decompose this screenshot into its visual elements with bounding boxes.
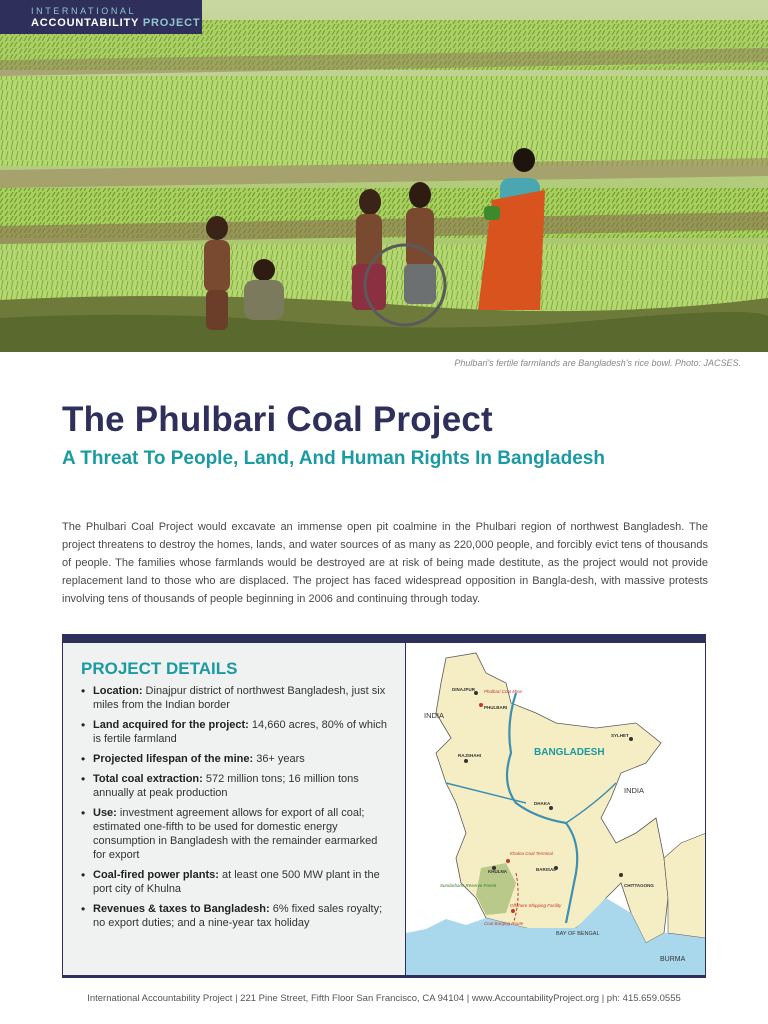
map-label-coal-barging: Coal Barging Route — [484, 921, 524, 926]
map-label-bay: BAY OF BENGAL — [556, 931, 600, 937]
logo-line-2 — [31, 16, 202, 30]
page-footer: International Accountability Project | 221 Pine Street, Fifth Floor San Francisco, CA 94104 | www.AccountabilityProject.org | ph: 415.659.0555 — [87, 993, 681, 1004]
intro-paragraph: The Phulbari Coal Project would excavate an immense open pit coalmine in the Phulbari region of northwest Bangladesh. The project threatens to destroy the homes, lands, and water sources of as many as 220,000 people, and forcibly evict tens of thousands of people. The families whose farmlands would be destroyed are at risk of being made destitute, as the project would not provide replacement land to those who are displaced. The project has faced widespread opposition in Bangla-desh, with massive protests involving tens of thousands of people beginning in 2006 and continuing through today. — [62, 521, 708, 605]
item-label: Location: — [93, 685, 143, 697]
item-label: Land acquired for the project: — [93, 719, 249, 731]
page-subtitle: A Threat To People, Land, And Human Rights In Bangladesh — [62, 448, 605, 469]
map-label-burma: BURMA — [660, 956, 686, 963]
map-label-india-east: INDIA — [624, 786, 645, 795]
logo-word-project: PROJECT — [138, 17, 201, 29]
item-text: investment agreement allows for export of all coal; estimated one-fifth to be used for domestic energy consumption in Bangladesh with the remainder earmarked for export — [93, 807, 378, 861]
map-label-mine: Phulbari Coal Mine — [484, 689, 523, 694]
map-label-khulna-terminal: Khulna Coal Terminal — [510, 851, 553, 856]
project-details-box — [62, 634, 706, 978]
organization-logo — [0, 0, 202, 34]
map-label-chittagong: CHITTAGONG — [624, 883, 654, 888]
map-label-sundarbans: Sundarbans Reserve Forest — [440, 883, 497, 888]
photo-caption: Phulbari's fertile farmlands are Bangladesh's rice bowl. Photo: JACSES. — [454, 358, 741, 368]
list-item — [81, 752, 393, 766]
map-label-khulna: KHULNA — [488, 869, 507, 874]
list-item — [81, 772, 393, 800]
map-label-barisal: BARISAL — [536, 867, 556, 872]
hero-photo — [0, 0, 768, 352]
page-title: The Phulbari Coal Project — [62, 400, 493, 439]
map-label-india-west: INDIA — [424, 711, 445, 720]
details-panel — [63, 643, 405, 975]
map-label-phulbari: PHULBARI — [484, 705, 508, 710]
map-label-dhaka: DHAKA — [534, 801, 551, 806]
item-label: Total coal extraction: — [93, 773, 203, 785]
rice-field-photo — [0, 0, 768, 352]
item-text: at least one 500 MW plant in the port city of Khulna — [93, 869, 380, 895]
logo-line-1: INTERNATIONAL — [31, 6, 137, 16]
map-label-bangladesh: BANGLADESH — [534, 747, 605, 758]
list-item — [81, 684, 393, 712]
map-label-dinajpur: DINAJPUR — [452, 687, 476, 692]
list-item — [81, 806, 393, 862]
item-text: 14,660 acres, 80% of which is fertile farmland — [93, 719, 388, 745]
item-label: Projected lifespan of the mine: — [93, 753, 254, 765]
list-item — [81, 868, 393, 896]
list-item — [81, 718, 393, 746]
logo-word-accountability: ACCOUNTABILITY — [31, 17, 139, 29]
map-label-rajshahi: RAJSHAHI — [458, 753, 482, 758]
item-text: Dinajpur district of northwest Bangladesh, just six miles from the Indian border — [93, 685, 386, 711]
item-text: 572 million tons; 16 million tons annually at peak production — [93, 773, 359, 799]
list-item — [81, 902, 393, 930]
map-svg — [406, 643, 705, 975]
map-label-sylhet: SYLHET — [611, 733, 629, 738]
item-text: 36+ years — [253, 753, 305, 765]
item-label: Coal-fired power plants: — [93, 869, 219, 881]
map-label-offshore: Offshore Shipping Facility — [510, 903, 562, 908]
details-heading: PROJECT DETAILS — [81, 659, 238, 678]
bangladesh-map — [405, 643, 705, 975]
item-label: Revenues & taxes to Bangladesh: — [93, 903, 270, 915]
details-list — [81, 684, 393, 930]
item-text: 6% fixed sales royalty; no export duties; and a nine-year tax holiday — [93, 903, 383, 929]
item-label: Use: — [93, 807, 117, 819]
